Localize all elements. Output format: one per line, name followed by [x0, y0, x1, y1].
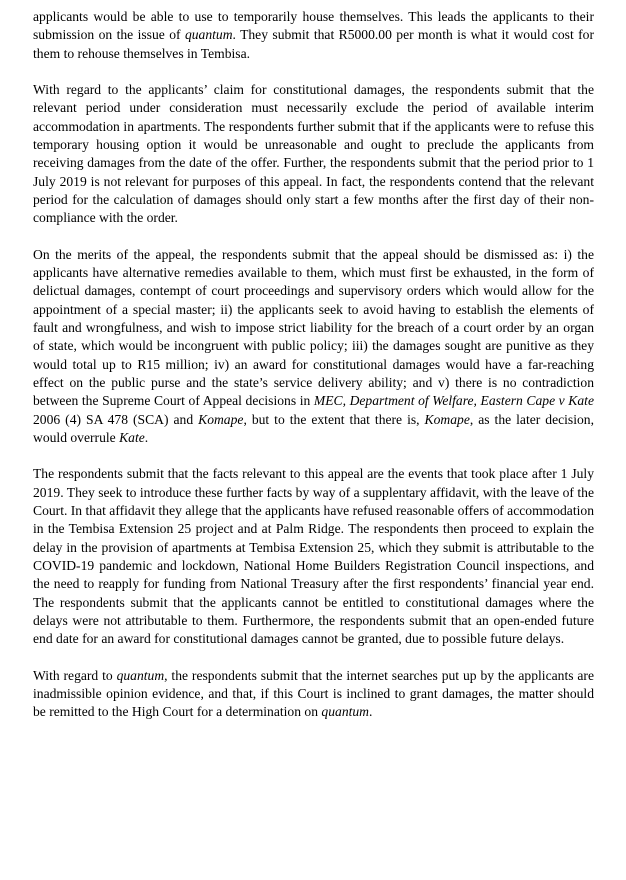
- case-citation: Kate: [119, 429, 145, 445]
- case-citation: Komape: [198, 411, 244, 427]
- text-segment: applicants would be able to use to temporarily house themselves. This leads the applicants to their submission on the issue of: [33, 9, 594, 43]
- text-segment: .: [369, 704, 373, 720]
- paragraph-merits-of-appeal: [33, 246, 594, 447]
- text-segment: , but to the extent that there is,: [243, 411, 425, 427]
- paragraph-quantum-evidence: [33, 667, 594, 722]
- text-segment: The respondents submit that the facts relevant to this appeal are the events that took place after 1 July 2019. They seek to introduce these further facts by way of a supplentary affidavit, with the leave of the Court. In that affidavit they allege that the applicants have refused reasonable offers of accommodation in the Tembisa Extension 25 project and at Palm Ridge. The respondents then proceed to explain the delay in the provision of apartments at Tembisa Extension 25, which they submit is attributable to the COVID-19 pandemic and lockdown, National Home Builders Registration Council inspections, and the need to reapply for funding from National Treasury after the first respondents’ financial year end. The respondents submit that the applicants cannot be entitled to constitutional damages where the delays were not attributable to them. Furthermore, the respondents submit that an open-ended future end date for an award for constitutional damages cannot be granted, due to possible future delays.: [33, 466, 594, 647]
- text-segment: , the respondents submit that the internet searches put up by the applicants are inadmissible opinion evidence, and that, if this Court is inclined to grant damages, the matter should be remitted to the High Court for a determination on: [33, 667, 594, 720]
- text-segment: .: [144, 429, 149, 445]
- case-citation: Komape: [424, 411, 470, 427]
- italic-term: quantum: [321, 704, 369, 720]
- text-segment: With regard to: [33, 667, 117, 683]
- italic-term: quantum: [184, 27, 233, 43]
- text-segment: 2006 (4) SA 478 (SCA) and: [33, 411, 199, 427]
- case-citation: MEC, Department of Welfare, Eastern Cape v Kate: [313, 393, 594, 409]
- text-segment: On the merits of the appeal, the respondents submit that the appeal should be dismissed as: i) the applicants have alternative remedies available to them, which must first be exhausted, in the form of delictual damages, contempt of court proceedings and supervisory orders which would allow for the appointment of a special master; ii) the applicants seek to avoid having to establish the elements of fault and wrongfulness, and wish to impose strict liability for the breach of a court order by an organ of state, which would be incongruent with public policy; iii) the damages sought are punitive as they would total up to R15 million; iv) an award for constitutional damages would have a far-reaching effect on the public purse and the state’s service delivery ability; and v) there is no contradiction between the Supreme Court of Appeal decisions in: [33, 246, 594, 409]
- document-page: [33, 8, 594, 722]
- italic-term: quantum: [116, 667, 165, 683]
- paragraph-quantum-submission: [33, 8, 594, 63]
- text-segment: With regard to the applicants’ claim for constitutional damages, the respondents submit that the relevant period under consideration must necessarily exclude the period of available interim accommodation in apartments. The respondents further submit that if the applicants were to refuse this temporary housing option it would be unreasonable and ought to preclude the applicants from receiving damages from the date of the offer. Further, the respondents submit that the period prior to 1 July 2019 is not relevant for purposes of this appeal. In fact, the respondents contend that the relevant period for the calculation of damages should only start a few months after the first day of their non-compliance with the order.: [33, 82, 594, 226]
- paragraph-relevant-facts: [33, 465, 594, 648]
- text-segment: . They submit that R5000.00 per month is what it would cost for them to rehouse themselves in Tembisa.: [33, 27, 594, 61]
- text-segment: , as the later decision, would overrule: [33, 411, 594, 445]
- paragraph-constitutional-damages: [33, 81, 594, 227]
